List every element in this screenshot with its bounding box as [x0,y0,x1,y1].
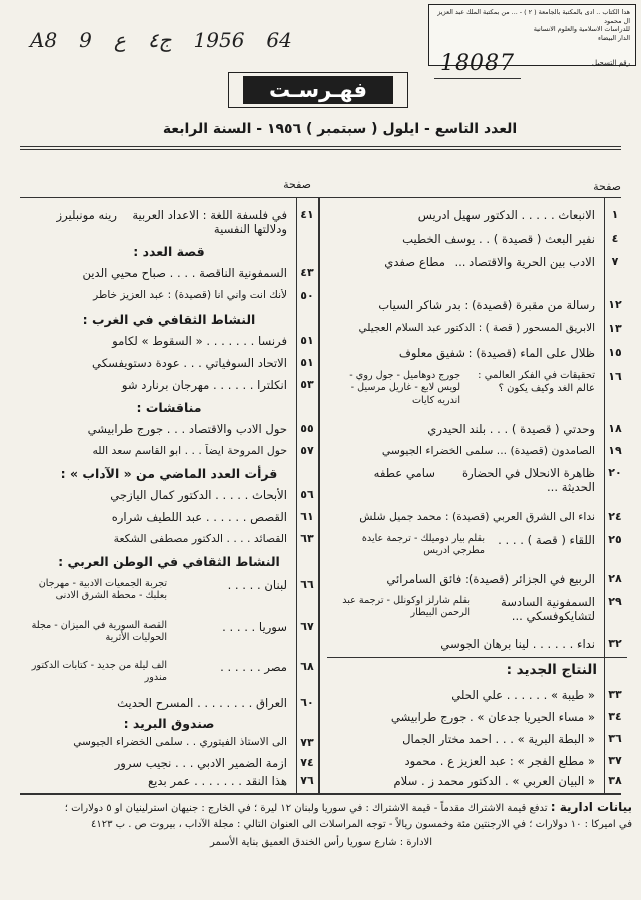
toc-page: ١٩ [608,444,622,457]
footer-line: في اميركا : ١٠ دولارات ؛ في الارجنتين مئة وخمسون ريالاً - توجه المراسلات الى العنوان التالي : مجلة الآداب ، بيروت ص . ب ٤١٢٣ [90,818,632,830]
toc-page: ٦١ [300,510,314,523]
stamp-registration [434,49,630,80]
toc-author: تجربة الجمعيات الادبية - مهرجان بعلبك - محطة الشرق الادنى [38,578,167,602]
toc-page: ١٨ [608,422,622,435]
toc-title: « البطة البرية » . . . احمد مختار الجمال [402,732,595,746]
toc-title: انكلترا . . . . . . مهرجان برنارد شو [121,378,287,392]
toc-page: ٦٦ [300,578,314,591]
toc-page: ٦٠ [300,696,314,709]
toc-entry [327,298,627,312]
footer-line [10,798,632,817]
toc-page: ٥٠ [300,289,314,302]
toc-title: وحدتي ( قصيدة ) . . . بلند الحيدري [427,422,595,436]
toc-entry [19,422,319,436]
toc-entry [19,444,319,457]
section-title-mail: صندوق البريد : [123,716,215,731]
toc-title: الصامدون (قصيدة) ... سلمى الخضراء الجيوسي [381,444,595,457]
toc-entry [327,572,627,586]
page-title-box [228,72,408,108]
toc-title: الابريق المسحور ( قصة ) : الدكتور عبد السلام العجيلي [358,322,595,334]
section-title-discuss: مناقشات : [136,400,202,415]
toc-page: ١ [611,208,619,221]
library-stamp [428,4,636,76]
toc-author: مطاع صفدي [384,255,445,269]
toc-page: ٧٣ [300,736,314,749]
toc-page: ١٣ [608,322,622,335]
toc-page: ٣٢ [608,637,622,650]
section-title-new: النتاج الجديد : [506,662,597,678]
toc-entry [19,620,319,645]
toc-page: ٢٥ [608,533,622,546]
toc-title: سوريا . . . . . [222,620,287,634]
toc-author: بقلم شارلز اوكونلل - ترجمة عبد الرحمن البيطار [342,595,470,619]
handwritten-number: A8 [30,28,58,52]
toc-page: ١٦ [608,370,622,383]
toc-title: الى الاستاذ الفيتوري . . سلمى الخضراء الجيوسي [73,736,287,748]
toc-title: في فلسفة اللغة : الاعداد العربية ودلالتها النفسية [132,208,287,237]
toc-entry [327,370,627,407]
toc-title: مصر . . . . . . [220,660,287,674]
toc-title: « مساء الحيريا جدعان » . جورج طرابيشي [390,710,595,724]
footer-label: بيانات ادارية : [550,800,632,814]
toc-title: الأبحاث . . . . . الدكتور كمال اليازجي [110,488,287,502]
section-title-arab: النشاط الثقافي في الوطن العربي : [58,554,280,569]
toc-title: القصائد . . . . الدكتور مصطفى الشكعة [113,532,287,545]
handwritten-number: 1956 [193,28,245,52]
toc-title: العراق . . . . . . . . المسرح الحديث [117,696,287,710]
toc-entry [19,774,319,788]
footer-rule [20,793,621,795]
toc-entry [327,533,627,558]
toc-title: القصص . . . . . . عبد اللطيف شراره [111,510,287,524]
toc-entry [327,346,627,360]
toc-page: ٣٦ [608,732,622,745]
toc-author: بقلم بيار دوميلك - ترجمة عايدة مطرجي ادريس [361,533,485,557]
stamp-line: هدا الكتاب .. ادى بالمكتبة بالجامعة ( ٢ ) - ... من بمكتبة الملك عبد العزيز ال محمود [437,8,630,25]
toc-title: لبنان . . . . . [227,578,287,592]
toc-title: السمفونية السادسة لتشايكوفسكي ... [500,595,595,624]
toc-page: ٤ [611,232,619,245]
toc-page: ٣٧ [608,754,622,767]
section-title-west: النشاط الثقافي في الغرب : [82,312,256,327]
page-column-header: صفحة [283,178,311,191]
toc-entry [327,510,627,523]
toc-title: هذا النقد . . . . . . . عمر بديع [147,774,287,788]
toc-entry [327,255,627,269]
toc-entry [327,637,627,651]
stamp-line: للدراسات الاسلامية والعلوم الانسانية [533,25,630,34]
toc-page: ٦٧ [300,620,314,633]
toc-entry [327,444,627,457]
toc-title: ظلال على الماء (قصيدة) : شفيق معلوف [398,346,595,360]
issue-line: العدد التاسع - ايلول ( سبتمبر ) ١٩٥٦ - السنة الرابعة [162,121,518,137]
toc-title: الاتحاد السوفياتي . . . عودة دستويفسكي [92,356,287,370]
toc-title: السمفونية الناقصة . . . . صباح محيي الدين [82,266,287,280]
toc-entry [327,232,627,246]
stamp-line: الدار البيضاء [597,33,630,42]
toc-entry [19,289,319,302]
toc-title: تحقيقات في الفكر العالمي : عالم الغد وكيف يكون ؟ [478,370,595,394]
toc-entry [19,756,319,770]
toc-entry [327,595,627,624]
toc-page: ١٢ [608,298,622,311]
toc-page: ٢٤ [608,510,622,523]
toc-page: ٥١ [300,334,314,347]
toc-page: ٣٣ [608,688,622,701]
toc-page: ٢٩ [608,595,622,608]
toc-entry [19,578,319,603]
toc-title: الادب بين الحرية والاقتصاد ... [454,255,595,269]
toc-page: ٤٣ [300,266,314,279]
toc-page: ٥٧ [300,444,314,457]
toc-entry [19,696,319,710]
toc-author: رينه مونبليرز [56,208,117,222]
toc-page: ٥٦ [300,488,314,501]
toc-title: ازمة الضمير الادبي . . . نجيب سرور [114,756,287,770]
footer [10,798,632,851]
handwritten-numbers [30,28,420,58]
handwritten-number: 64 [266,28,292,52]
toc-title: « البيان العربي » . الدكتور محمد ز . سلام [393,774,595,788]
toc-title: نداء الى الشرق العربي (قصيدة) : محمد جميل شلش [359,510,595,523]
columns-top-rule [20,197,621,198]
toc-entry [327,688,627,702]
header-rule [20,146,621,147]
toc-page: ٦٣ [300,532,314,545]
toc-title: « مطلع الفجر » : عبد العزيز ع . محمود [404,754,595,768]
toc-entry [327,466,627,495]
toc-entry [327,322,627,335]
handwritten-number: ع [113,28,126,52]
stamp-reg-label: رقم التسجيل [592,59,630,68]
header-rule [20,149,621,150]
toc-page: ٢٨ [608,572,622,585]
handwritten-number: 9 [79,28,92,52]
toc-entry [327,754,627,768]
toc-title: حول الادب والاقتصاد . . . جورج طرابيشي [87,422,287,436]
toc-entry [19,378,319,392]
toc-page: ١٥ [608,346,622,359]
toc-entry [327,422,627,436]
toc-entry [19,510,319,524]
toc-title: فرنسا . . . . . . . « السقوط » لكامو [112,334,287,348]
page-column-header: صفحة [593,180,621,193]
toc-entry [19,356,319,370]
toc-author: الف ليلة من جديد - كتابات الدكتور مندور [31,660,167,684]
stamp-reg-value: 18087 [434,49,521,80]
toc-entry [327,710,627,724]
toc-title: ظاهرة الانحلال في الحضارة الحديثة ... [462,466,595,495]
toc-title: اللقاء ( قصة ) . . . . [498,533,595,547]
toc-page: ٢٠ [608,466,622,479]
toc-entry [19,488,319,502]
toc-entry [327,774,627,788]
toc-title: « طيبة » . . . . . . علي الحلي [451,688,595,702]
toc-entry [327,208,627,222]
handwritten-number: ج٤ [147,28,172,52]
toc-page: ٥٥ [300,422,314,435]
toc-left-column [19,200,319,790]
toc-page: ٧٤ [300,756,314,769]
toc-author: سامي عطفه [373,466,435,480]
toc-title: رسالة من مقبرة (قصيدة) : بدر شاكر السياب [378,298,595,312]
toc-title: لأنك انت واني انا (قصيدة) : عبد العزيز خاطر [93,289,287,301]
toc-page: ٦٨ [300,660,314,673]
footer-text: تدفع قيمة الاشتراك مقدماً - قيمة الاشتراك : في سوريا ولبنان ١٢ ليرة ؛ في الخارج : جنيهان استرلينيان او ٥ دولارات ؛ [64,803,548,814]
section-title-story: قصة العدد : [133,244,205,259]
toc-author: جورج دوهاميل - جول روي - لويس لابع - غاريل مرسيل - اندريه كايات [349,370,460,406]
toc-entry [19,334,319,348]
toc-entry [19,266,319,280]
page-title: فهـرسـت [243,76,393,104]
toc-page: ٥١ [300,356,314,369]
toc-page: ٤١ [300,208,314,221]
toc-right-column [327,200,627,790]
toc-page: ٣٤ [608,710,622,723]
toc-entry [19,736,319,749]
toc-page: ٥٣ [300,378,314,391]
toc-entry [327,732,627,746]
toc-author: القصة السورية في الميزان - مجلة الحوليات الأثرية [31,620,167,644]
toc-page: ٣٨ [608,774,622,787]
toc-title: حول المروحة ايضاً . . . ابو القاسم سعد الله [92,444,287,457]
toc-entry [19,208,319,237]
toc-page: ٧ [611,255,619,268]
toc-title: نفير البعث ( قصيدة ) . . يوسف الخطيب [402,232,595,246]
section-title-read: قرأت العدد الماضي من « الآداب » : [60,466,278,481]
toc-title: نداء . . . . . . لينا برهان الجوسي [440,637,595,651]
toc-title: الربيع في الجزائر (قصيدة): فائق السامرائي [386,572,595,586]
toc-page: ٧٦ [300,774,314,787]
section-rule [327,657,627,658]
toc-title: الانبعاث . . . . . الدكتور سهيل ادريس [417,208,595,222]
toc-entry [19,660,319,685]
toc-entry [19,532,319,545]
footer-address: الادارة : شارع سوريا رأس الخندق العميق بناية الأسمر [209,837,433,849]
